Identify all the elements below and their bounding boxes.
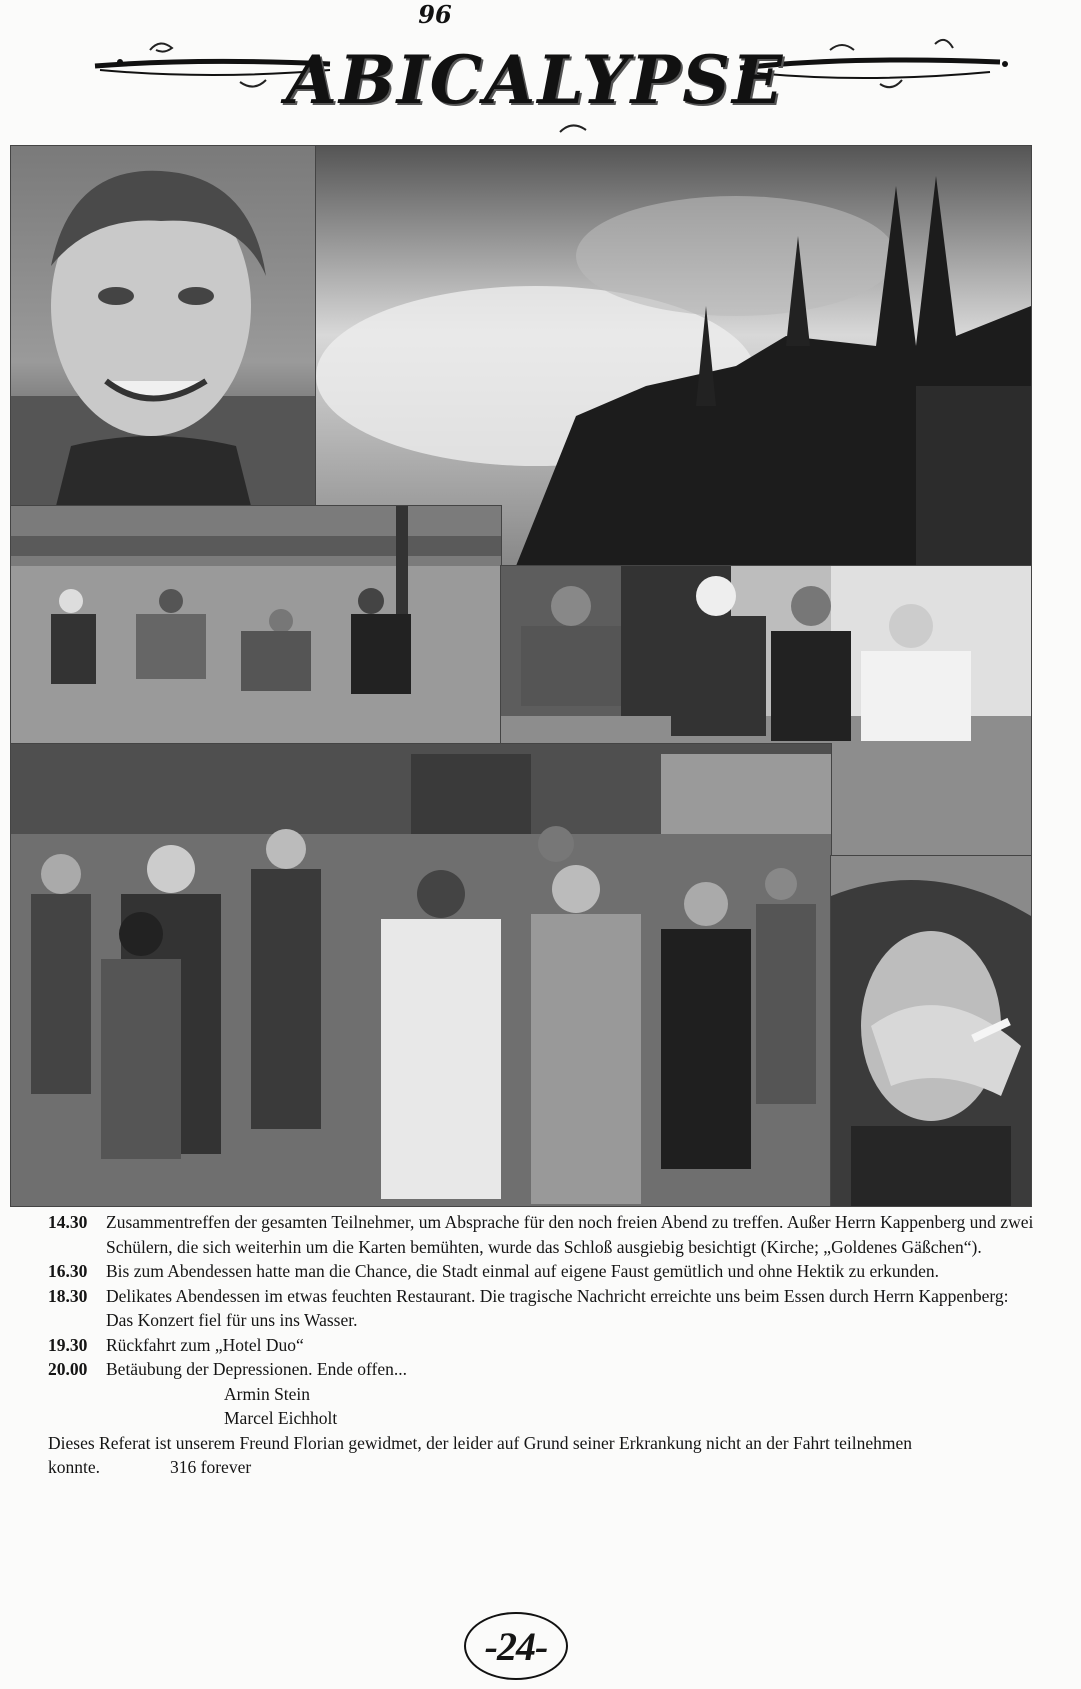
schedule-entry — [48, 1333, 1038, 1358]
crowd-photo — [10, 743, 832, 1207]
report-text — [48, 1210, 1038, 1480]
schedule-entry — [48, 1210, 1038, 1259]
authors — [48, 1382, 1038, 1431]
girl-smoking-photo — [830, 855, 1032, 1207]
dedication-text: Dieses Referat ist unserem Freund Florian gewidmet, der leider auf Grund seiner Erkrankung nicht an der Fahrt teilnehmen konnte. — [48, 1432, 913, 1477]
author-name: Marcel Eichholt — [224, 1408, 338, 1428]
schedule-entry — [48, 1259, 1038, 1284]
logo-title: ABICALYPSE — [285, 41, 785, 119]
author-name: Armin Stein — [224, 1383, 311, 1404]
entry-text: Bis zum Abendessen hatte man die Chance, die Stadt einmal auf eigene Faust gemütlich und ohne Hektik zu erkunden. — [106, 1261, 939, 1281]
schedule-entry — [48, 1284, 1038, 1333]
logo-year: 96 — [418, 0, 452, 29]
page-header — [0, 0, 1081, 150]
square-group-photo — [10, 505, 502, 745]
portrait-photo — [10, 145, 317, 507]
class-tag: 316 forever — [170, 1457, 252, 1477]
schedule-entry — [48, 1357, 1038, 1382]
entry-text: Rückfahrt zum „Hotel Duo“ — [106, 1334, 304, 1355]
photo-collage — [10, 145, 1030, 1205]
entry-time: 20.00 — [48, 1359, 88, 1379]
cathedral-photo — [315, 145, 1032, 567]
entry-text: Zusammentreffen der gesamten Teilnehmer, um Absprache für den noch freien Abend zu treffen. Außer Herrn Kappenberg und zwei Schülern, die sich weiterhin um die Karten bemühten, wurde das Schloß ausgiebig besichtigt (Kirche; „Goldenes Gäßchen“). — [106, 1212, 1034, 1257]
entry-time: 18.30 — [48, 1285, 88, 1306]
entry-time: 14.30 — [48, 1212, 88, 1232]
entry-text: Delikates Abendessen im etwas feuchten Restaurant. Die tragische Nachricht erreichte uns beim Essen durch Herrn Kappenberg: Das Konzert fiel für uns ins Wasser. — [106, 1285, 1009, 1330]
page-number: -24- — [464, 1612, 568, 1680]
entry-text: Betäubung der Depressionen. Ende offen... — [106, 1359, 407, 1379]
entry-time: 19.30 — [48, 1334, 88, 1355]
dedication — [48, 1431, 1038, 1480]
entry-time: 16.30 — [48, 1261, 88, 1281]
